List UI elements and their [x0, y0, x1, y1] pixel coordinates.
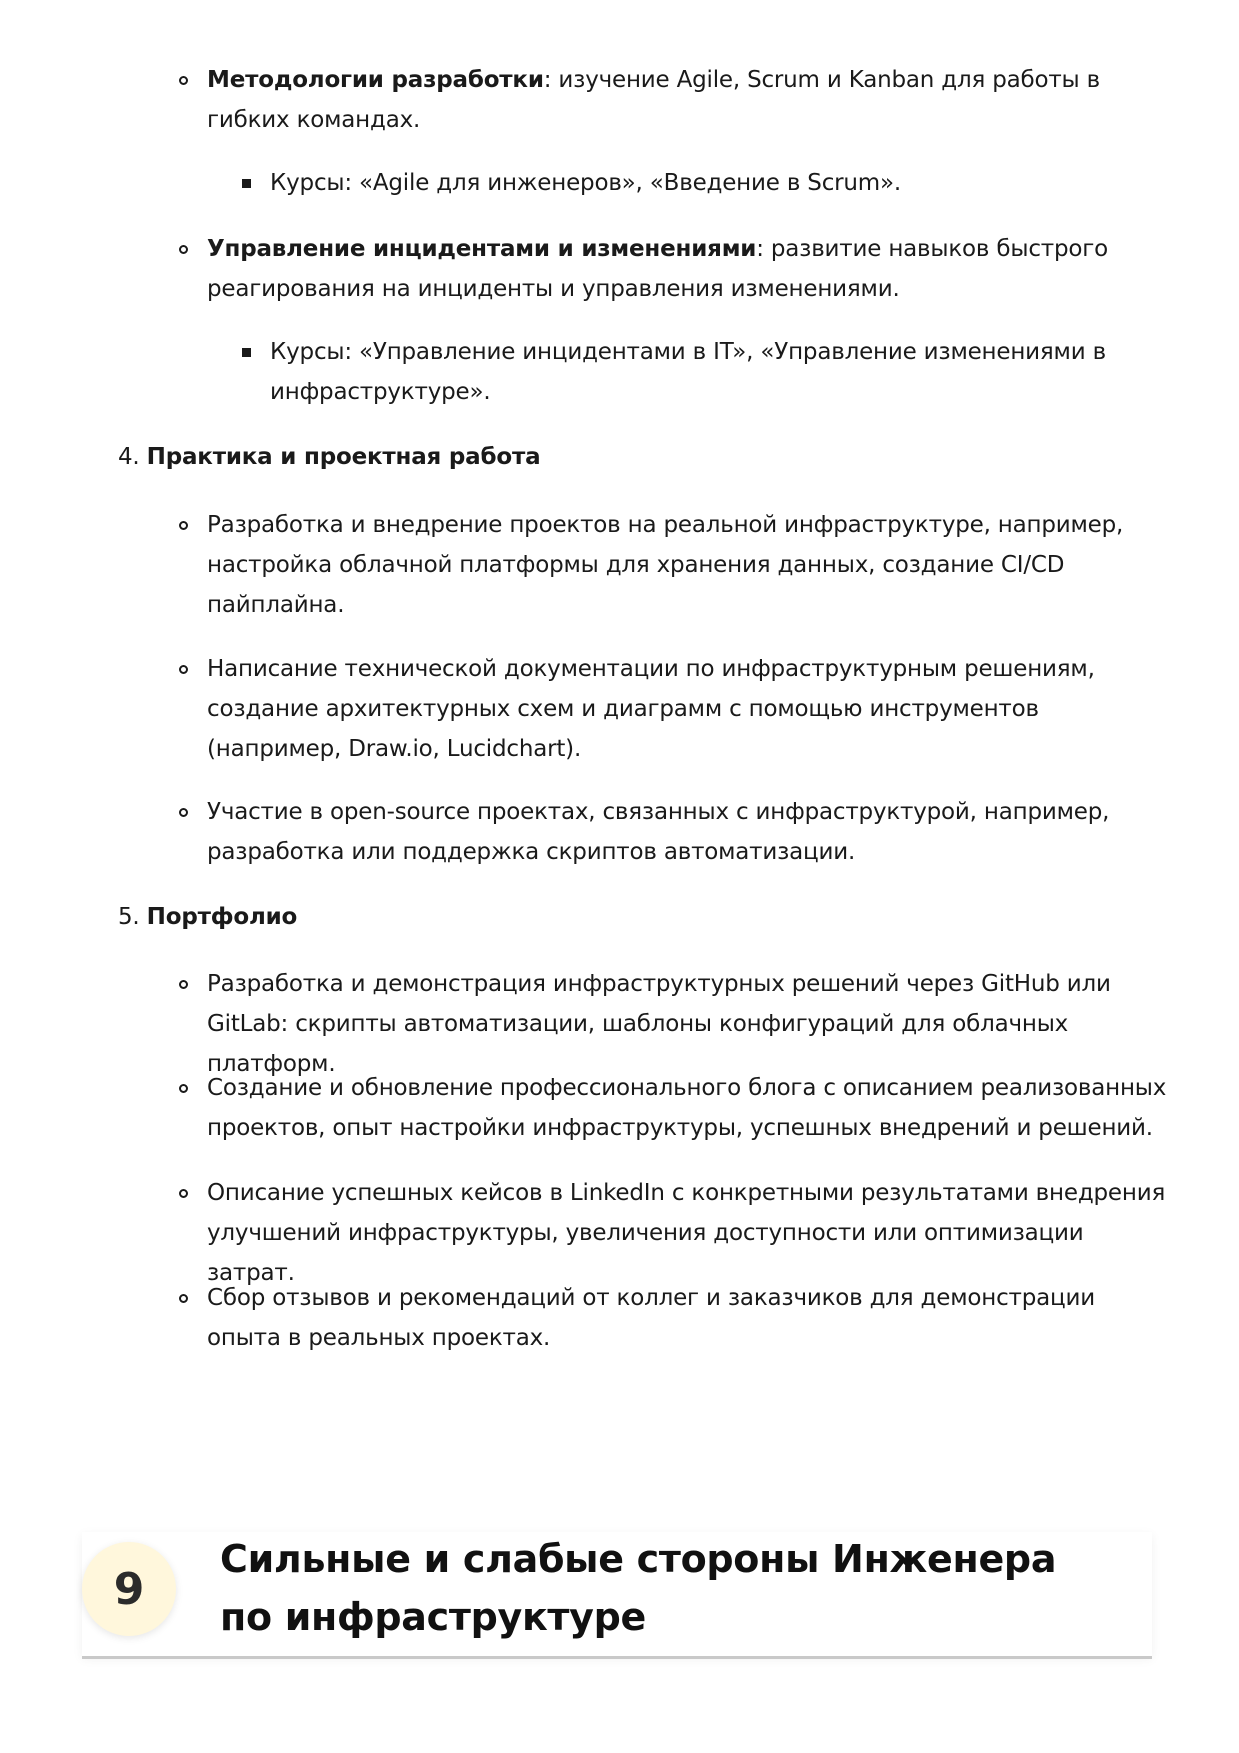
list-subitem-incident-courses: Курсы: «Управление инцидентами в IT», «Управление изменениями в инфраструктуре».: [270, 332, 1160, 412]
list-item: Написание технической документации по инфраструктурным решениям, создание архитектурных схем и диаграмм с помощью инструментов (например, Draw.io, Lucidchart).: [207, 649, 1167, 769]
methodologies-term: Методологии разработки: [207, 67, 544, 93]
section-title: Сильные и слабые стороны Инженера по инфраструктуре: [220, 1537, 1057, 1639]
portfolio-number: 5.: [118, 904, 140, 930]
list-subitem-methodologies-courses: Курсы: «Agile для инженеров», «Введение в Scrum».: [270, 163, 1160, 203]
list-item: Создание и обновление профессионального блога с описанием реализованных проектов, опыт настройки инфраструктуры, успешных внедрений и решений.: [207, 1068, 1167, 1148]
incident-management-term: Управление инцидентами и изменениями: [207, 236, 757, 262]
list-item: Разработка и демонстрация инфраструктурных решений через GitHub или GitLab: скрипты автоматизации, шаблоны конфигураций для облачных платформ.: [207, 964, 1167, 1084]
numbered-heading-portfolio: [118, 897, 297, 937]
practice-title: Практика и проектная работа: [146, 444, 541, 470]
numbered-heading-practice: [118, 437, 540, 477]
list-item: Сбор отзывов и рекомендаций от коллег и заказчиков для демонстрации опыта в реальных проектах.: [207, 1278, 1167, 1358]
portfolio-title: Портфолио: [146, 904, 298, 930]
incident-management-text: : развитие навыков быстрого реагирования на инциденты и управления изменениями.: [207, 236, 1109, 302]
practice-number: 4.: [118, 444, 140, 470]
section-number-badge: 9: [82, 1542, 176, 1636]
list-item-incident-management: [207, 229, 1167, 309]
list-item-methodologies: [207, 60, 1167, 140]
list-item: Описание успешных кейсов в LinkedIn с конкретными результатами внедрения улучшений инфраструктуры, увеличения доступности или оптимизации затрат.: [207, 1173, 1167, 1293]
section-divider: [82, 1656, 1152, 1659]
list-item: Разработка и внедрение проектов на реальной инфраструктуре, например, настройка облачной платформы для хранения данных, создание CI/CD пайплайна.: [207, 505, 1167, 625]
methodologies-text: : изучение Agile, Scrum и Kanban для работы в гибких командах.: [207, 67, 1100, 133]
list-item: Участие в open-source проектах, связанных с инфраструктурой, например, разработка или поддержка скриптов автоматизации.: [207, 792, 1167, 872]
